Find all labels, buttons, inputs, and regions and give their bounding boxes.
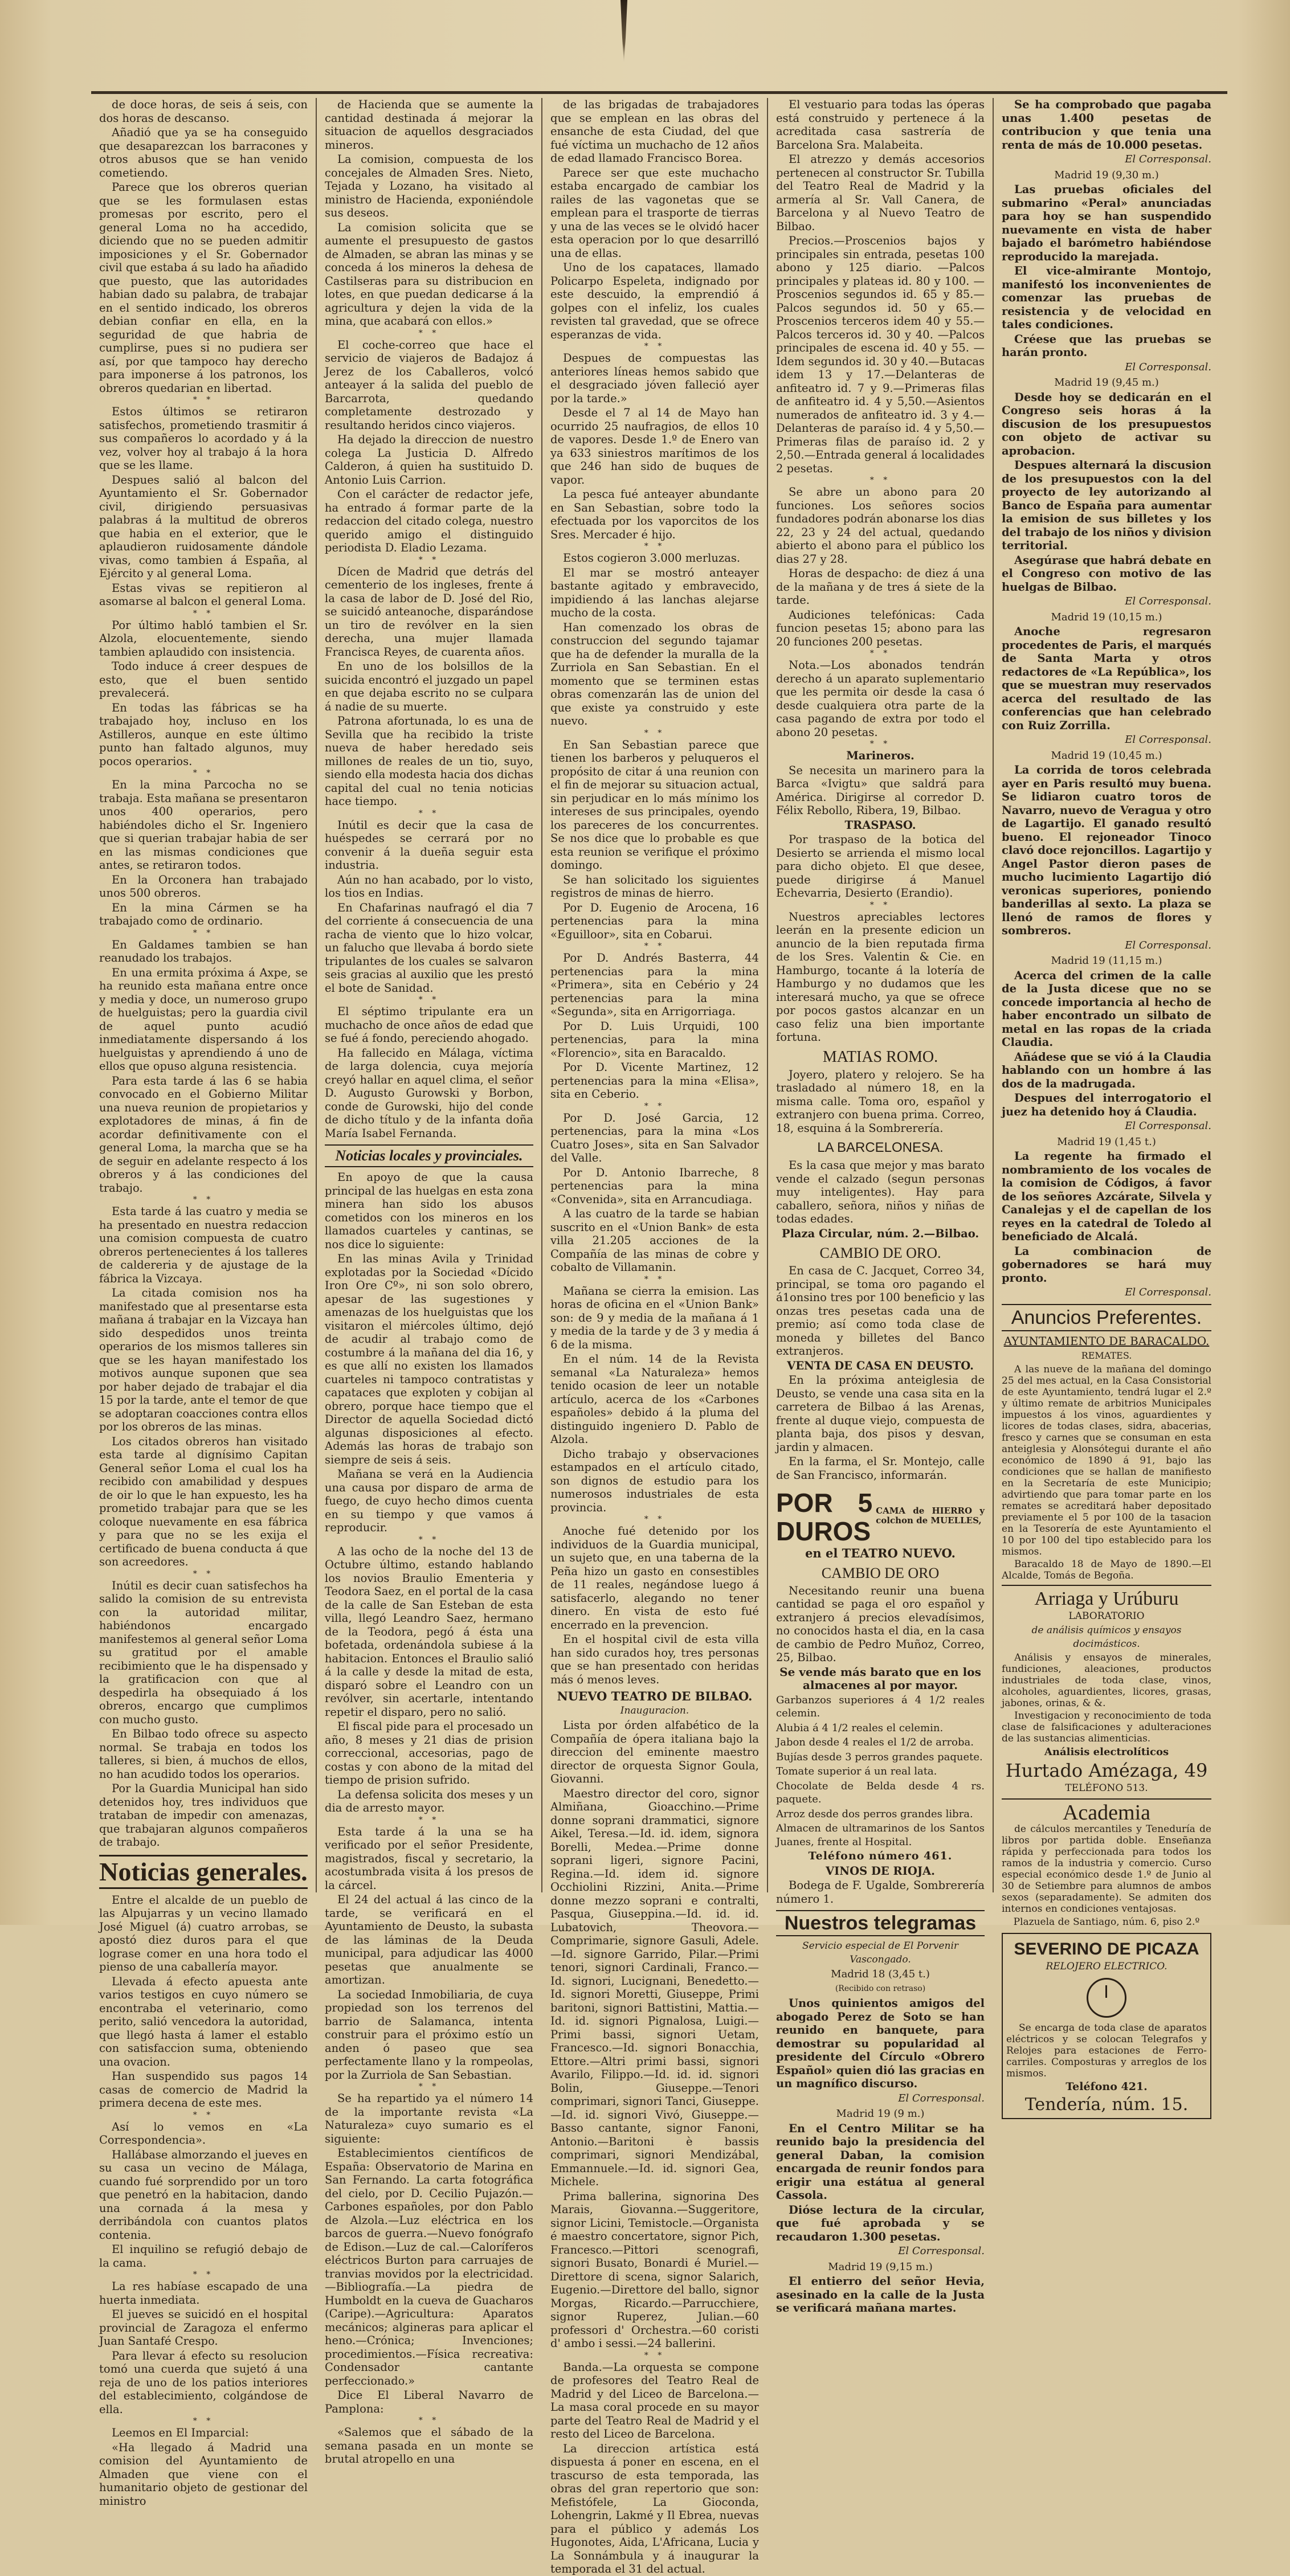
article-paragraph: Se abre un abono para 20 funciones. Los señores socios fundadores podrán abonarse los dias 22, 23 y 24 del actual, quedando abierto el abono para el público los dias 27 y 28. (776, 485, 985, 566)
article-paragraph: Establecimientos científicos de España: Observatorio de Marina en San Fernando. La carta fotográfica del cielo, por D. Cecilio Pujazón.—Carbones españoles, por don Pablo de Alzola.—Luz eléctrica en los barcos de guerra.—Nuevo fonógrafo de Edison.—Luz de cal.—Caloríferos eléctricos Burton para carruajes de tranvias movidos por la electricidad.—Bibliografía.—La piedra de Humboldt en la cueva de Guacharos (Caripe).—Agricultura: Aparatos mecánicos; algineras para aplicar el heno.—Crónica; Invenciones; procedimientos.—Física recreativa: Condensador cantante perfeccionado.» (325, 2146, 533, 2387)
article-paragraph: El mar se mostró anteayer bastante agitado y embravecido, impidiendo á las lanchas alejarse mucho de la costa. (550, 566, 759, 619)
ayuntamiento-sign: Baracaldo 18 de Mayo de 1890.—El Alcalde, Tomás de Begoña. (1002, 1558, 1211, 1581)
list-item: Alubia á 4 1/2 reales el celemin. (776, 1722, 944, 1734)
telegram-2-date: Madrid 19 (9 m.) (836, 2108, 925, 2120)
sig-4: El Corresponsal. (1125, 939, 1211, 951)
date-3: Madrid 19 (10,15 m.) (1051, 611, 1162, 623)
article-paragraph: de doce horas, de seis á seis, con dos horas de descanso. (99, 98, 308, 125)
article-paragraph: Audiciones telefónicas: Cada funcion pesetas 15; abono para las 20 funciones 200 pesetas. (776, 608, 985, 648)
article-paragraph: de las brigadas de trabajadores que se emplean en las obras del ensanche de esta Ciudad, del que fué víctima un muchacho de 12 años de edad llamado Francisco Borea. (550, 98, 759, 165)
article-paragraph: Despues de compuestas las anteriores líneas hemos sabido que el desgraciado jóven falleció ayer por la tarde.» (550, 351, 759, 405)
article-paragraph: Así lo vemos en «La Correspondencia». (99, 2120, 308, 2146)
por-5-duros-sub: en el TEATRO NUEVO. (805, 1546, 956, 1560)
article-paragraph: Parece que los obreros querian que se les formulasen estas promesas por escrito, pero el general Loma no ha accedido, diciendo que no se pueden admitir imposiciones y el Sr. Gobernador civil que estaba á su lado ha añadido que puesto, que las autoridades habian dado su palabra, de trabajar en el sentido indicado, los obreros debian confiar en ella, en la seguridad de que habria de cumplirse, pues si no pudiera ser así, por que tampoco hay derecho para imponerse á los patronos, los obreros quedarian en libertad. (99, 181, 308, 395)
vinos-rioja-text: Bodega de F. Ugalde, Sombrerería número 1. (776, 1879, 985, 1906)
por-5-duros-ad (776, 1485, 985, 1547)
ayuntamiento-text: A las nueve de la mañana del domingo 25 del mes actual, en la Casa Consistorial de este Ayuntamiento, tendrá lugar el 2.º y último remate de arbitrios Municipales impuestos á los vinos, aguardientes y licores de todas clases, sidra, abacerias, fresco y carnes que se consuman en esta anteiglesia y Alonsótegui durante el año económico de 1890 á 91, bajo las condiciones que se hallan de manifiesto en la Secretaría de este Municipio; advirtiendo que para tomar parte en los remates se acreditará haber depositado previamente el 5 por 100 de la tasacion en la Tesorería de este Ayuntamiento el 10 por 100 del tipo establecido para los mismos. (1002, 1363, 1211, 1557)
columns (91, 98, 1219, 2575)
article-paragraph: En la mina Parcocha no se trabaja. Esta mañana se presentaron unos 400 operarios, pero habiéndoles dicho el Sr. Ingeniero que si querian trabajar habia de ser en las mismas condiciones que antes, se retiraron todos. (99, 778, 308, 872)
article-paragraph: Por D. Antonio Ibarreche, 8 pertenencias para la mina «Convenida», sita en Arrancudiaga. (550, 1166, 759, 1206)
article-paragraph: Uno de los capataces, llamado Policarpo Espeleta, indignado por este descuido, la emprendió á golpes con el infeliz, los cuales revisten tal gravedad, que se ofrece esperanzas de vida. (550, 261, 759, 341)
pocket-watch-icon (1087, 1978, 1126, 2018)
date-6: Madrid 19 (1,45 t.) (1057, 1135, 1156, 1148)
column-1-paragraphs (99, 98, 308, 1849)
picaza-ad (1002, 1933, 1211, 2119)
column-5 (994, 98, 1219, 2115)
article-paragraph: Añadió que ya se ha conseguido que desaparezcan los barracones y otros abusos que se han venido cometiendo. (99, 126, 308, 179)
ayuntamiento-title: AYUNTAMIENTO DE BARACALDO. (1003, 1334, 1210, 1348)
telegram-5-2: Desde hoy se dedicarán en el Congreso seis horas á la discusion de los presupuestos con objeto de activar su aprobacion. (1002, 390, 1211, 457)
column-4: El vestuario para todas las óperas está construido y pertenece á la acreditada casa sastrería de Barcelona Sra. Malabeita. El atrezzo y demás accesorios pertenecen al constructor Sr. Tubilla del Teatro Real de Madrid y la armería al Sr. Vall Canera, de Barcelona y al Nuevo Teatro de Bilbao. Precios.—Proscenios bajos y principales sin entrada, pesetas 100 abono y 125 diario. —Palcos principales y plateas id. 80 y 100. —Proscenios segundos id. 65 y 85.—Palcos segundos id. 50 y 65.—Proscenios terceros idem 40 y 55.—Palcos terceros id. 30 y 40. —Palcos principales de escena id. 40 y 55. —Idem segundos id. 30 y 40.—Butacas idem 13 y 17.—Delanteras de anfiteatro id. 7 y 9.—Primeras filas de anfiteatro id. 4 y 5,50.—Asientos numerados de anfiteatro id. 3 y 4.—Delanteras de paraíso id. 4 y 5,50.—Primeras filas de paraíso id. 2 y 2,50.—Entrada general á localidades 2 pesetas. * * Se abre un abono para 20 funciones. Los señores socios fundadores podrán abonarse los dias 22, 23 y 24 del actual, quedando abierto el abono para el público los dias 27 y 28. Horas de despacho: de diez á una de la mañana y de tres á siete de la tarde. Audiciones telefónicas: Cada funcion pesetas 15; abono para las 20 funciones 200 pesetas. * * Nota.—Los abonados tendrán derecho á un aparato suplementario que les permita oir desde la casa ó desde cualquiera otra parte de la casa pagando de extra por todo el abono 20 pesetas. * * Marineros. Se necesita un marinero para la Barca «Ivigtu» que saldrá para América. Dirigirse al corredor D. Félix Rebollo, Ribera, 19, Bilbao. TRASPASO. Por traspaso de la botica del Desierto se arrienda el mismo local para dicho objeto. El que desee, puede dirigirse á Manuel Echevarria, Desierto (Erandio). * * Nuestros apreciables lectores leerán en la presente edicion un anuncio de la bien reputada firma de los Sres. Valentin & Cie. en Hamburgo, tocante á la lotería de Hamburgo y no dudamos que les interesará mucho, ya que se ofrece por pocos gastos alcanzar en un caso feliz una bien importante fortuna. MATIAS ROMO. Joyero, platero y relojero. Se ha trasladado al número 18, en la misma calle. Toma oro, español y extranjero con buena prima. Correo, 18, esquina á la Sombrerería. LA BARCELONESA. Es la casa que mejor y mas barato vende el calzado (segun personas muy inteligentes). Hay para caballero, señora, niños y niñas de todas edades. Plaza Circular, núm. 2.—Bilbao. CAMBIO DE ORO. En casa de C. Jacquet, Correo 34, principal, se toma oro pagando el á1onsino tres por 100 beneficio y las onzas tres pesetas cada una de premio; así como toda clase de moneda y billetes del Banco extranjeros. VENTA DE CASA EN DEUSTO. En la próxima anteiglesia de Deusto, se vende una casa sita en la carretera de Bilbao á las Arenas, frente al duque viejo, compuesta de planta baja, dos pisos y desvan, jardin y almacen. En la farma, el Sr. Montejo, calle de San Francisco, informarán. POR 5 DUROS CAMA de HIERRO y colchon de MUELLES, en el TEATRO NUEVO. CAMBIO DE ORO Necesitando reunir una buena cantidad se paga el oro español y extranjero á precios elevadísimos, no conocidos hasta el dia, en la casa de cambio de Pedro Muñoz, Correo, 25, Bilbao. Se vende más barato que en los almacenes al por mayor. Garbanzos superiores á 4 1/2 reales celemin. Alubia á 4 1/2 reales el celemin. Jabon desde 4 reales el 1/2 de arroba. Bujías desde 3 perros grandes paquete. Tomate superior á un real lata. Chocolate de Belda desde 4 rs. paquete. Arroz desde dos perros grandes libra. Almacen de ultramarinos de los Santos Juanes, frente al Hospital. Teléfono número 461. VINOS DE RIOJA. Bodega de F. Ugalde, Sombrerería número 1. Nuestros telegramas Servicio especial de El Porvenir Vascongado. Madrid 18 (3,45 t.) (Recibido con retraso) Unos quinientos amigos del abogado Perez de Soto se han reunido en banquete, para demostrar su popularidad al presidente del Círculo «Obrero Español» quien dió las gracias en un magnífico discurso. El Corresponsal. Madrid 19 (9 m.) En el Centro Militar se ha reunido bajo la presidencia del general Daban, la comision encargada de reunir fondos para erigir una estátua al general Cassola. Dióse lectura de la circular, que fué aprobada y se recaudaron 1.300 pesetas. El Corresponsal. Madrid 19 (9,15 m.) El entierro del señor Hevia, asesinado en la calle de la Justa se verificará mañana martes. (768, 98, 994, 1892)
venta-casa-text-2: En la farma, el Sr. Montejo, calle de San Francisco, informarán. (776, 1455, 985, 1482)
lectores-text: Nuestros apreciables lectores leerán en la presente edicion un anuncio de la bien reputada firma de los Sres. Valentin & Cie. en Hamburgo, tocante á la lotería de Hamburgo y no dudamos que les interesará mucho, ya que se ofrece por pocos gastos alcanzar en un caso feliz una bien importante fortuna. (776, 910, 985, 1044)
article-paragraph: Por D. Vicente Martinez, 12 pertenencias para la mina «Elisa», sita en Ceberio. (550, 1061, 759, 1101)
date-4: Madrid 19 (10,45 m.) (1051, 749, 1162, 762)
article-paragraph: Todo induce á creer despues de esto, que el buen sentido prevalecerá. (99, 660, 308, 700)
separator-stars: * * (418, 1535, 440, 1544)
separator-stars: * * (193, 608, 214, 618)
article-paragraph: La citada comision nos ha manifestado que al presentarse esta mañana á trabajar en la Vizcaya han sido despedidos unos treinta operarios de los mismos talleres sin que se les hayan manifestado los motivos aunque suponen que sea por haber dejado de trabajar el dia 15 por la tarde, ante el temor de que se adoptaran coacciones contra ellos por los obreros de las minas. (99, 1286, 308, 1433)
column-3-paragraphs (550, 98, 759, 1686)
separator-stars: * * (193, 1569, 214, 1579)
article-paragraph: La res habíase escapado de una huerta inmediata. (99, 2280, 308, 2307)
article-paragraph: En San Sebastian parece que tienen los barberos y peluqueros el propósito de citar á una reunion con el fin de mejorar su situacion actual, sin perjudicar en lo más mínimo los intereses de sus principales, oyendo los pareceres de los concurrentes. Se nos dice que lo probable es que esta reunion se verifique el próximo domingo. (550, 738, 759, 872)
article-paragraph: Mañana se verá en la Audiencia una causa por disparo de arma de fuego, de cuyo hecho dimos cuenta en su tiempo y que vamos á reproducir. (325, 1467, 533, 1534)
sig-2: El Corresponsal. (1125, 595, 1211, 607)
article-paragraph: Por D. Andrés Basterra, 44 pertenencias para la mina «Primera», sita en Cebério y 24 pertenencias para la mina «Segunda», sita en Arrigorriaga. (550, 951, 759, 1018)
cambio-oro-text-2: Necesitando reunir una buena cantidad se paga el oro español y extranjero á precios elevadísimos, no conocidos hasta el dia, en la casa de cambio de Pedro Muñoz, Correo, 25, Bilbao. (776, 1584, 985, 1664)
article-paragraph: Hallábase almorzando el jueves en su casa un vecino de Málaga, cuando fué sorprendido por un toro que penetró en la habitacion, dando una cornada á la mesa y derribándola con cuantos platos contenia. (99, 2148, 308, 2242)
cambio-oro-title-1: CAMBIO DE ORO. (819, 1245, 941, 1261)
telegram-5-2c: Asegúrase que habrá debate en el Congreso con motivo de las huelgas de Bilbao. (1002, 553, 1211, 594)
article-paragraph: En todas las fábricas se ha trabajado hoy, incluso en los Astilleros, aunque en este último punto han faltado algunos, muy pocos operarios. (99, 701, 308, 768)
column-1-paragraphs-2 (99, 1894, 308, 2508)
article-paragraph: Precios.—Proscenios bajos y principales sin entrada, pesetas 100 abono y 125 diario. —Palcos principales y plateas id. 80 y 100. —Proscenios segundos id. 65 y 85.—Palcos segundos id. 50 y 65.—Proscenios terceros idem 40 y 55.—Palcos terceros id. 30 y 40. —Palcos principales de escena id. 40 y 55. —Idem segundos id. 30 y 40.—Butacas idem 13 y 17.—Delanteras de anfiteatro id. 7 y 9.—Primeras filas de anfiteatro id. 4 y 5,50.—Asientos numerados de anfiteatro id. 3 y 4.—Delanteras de paraíso id. 4 y 5,50.—Primeras filas de paraíso id. 2 y 2,50.—Entrada general á localidades 2 pesetas. (776, 234, 985, 475)
picaza-telefono: Teléfono 421. (1066, 2080, 1148, 2093)
cambio-oro-title-2: CAMBIO DE ORO (821, 1564, 940, 1581)
separator-stars: * * (193, 395, 214, 404)
article-paragraph: Anoche fué detenido por los individuos de la Guardia municipal, un sujeto que, en una taberna de la Peña hizo un gasto en consestibles de 11 reales, negándose luego á satisfacerlo, alegando no tener dinero. En vista de esto fué encerrado en la prevencion. (550, 1524, 759, 1632)
date-2: Madrid 19 (9,45 m.) (1054, 377, 1159, 389)
article-paragraph: En las minas Avila y Trinidad explotadas por la Sociedad «Dícido Iron Ore Cº», ni son solo obrero, apesar de las sugestiones y amenazas de los huelguistas que los visitaron el miércoles último, dejó de acudir al trabajo como de costumbre á la mañana del dia 16, y es que allí no existen los llamados cuarteles ni tampoco contratistas y capataces que exploten y cobijan al obrero, porque hace tiempo que el Director de aquella Sociedad dictó algunas disposiciones al efecto. Además las horas de trabajo son siempre de seis á seis. (325, 1252, 533, 1466)
date-5: Madrid 19 (11,15 m.) (1051, 955, 1162, 967)
telegram-1-note: (Recibido con retraso) (835, 1984, 926, 1993)
barcelonesa-address: Plaza Circular, núm. 2.—Bilbao. (781, 1226, 979, 1240)
telegram-5-1b: El vice-almirante Montojo, manifestó los inconvenientes de comenzar las pruebas de resistencia y de velocidad en tales condiciones. (1002, 264, 1211, 331)
column-1 (91, 98, 317, 2508)
article-paragraph: Por D. Luis Urquidi, 100 pertenencias, para la mina «Florencio», sita en Baracaldo. (550, 1019, 759, 1060)
picaza-address: Tendería, núm. 15. (1024, 2094, 1189, 2115)
article-paragraph: En el núm. 14 de la Revista semanal «La Naturaleza» hemos tenido ocasion de leer un notable artículo, acerca de los «Carbones españoles» debido á la pluma del distinguido ingeniero D. Pablo de Alzola. (550, 1352, 759, 1446)
academia-title: Academia (1062, 1801, 1151, 1825)
separator-stars: * * (644, 1274, 666, 1284)
article-paragraph: Para esta tarde á las 6 se habia convocado en el Gobierno Militar una nueva reunion de propietarios y explotadores de minas, á fin de acordar definitivamente con el general Loma, la marcha que se ha de seguir en adelante respecto á los obreros y á las condiciones del trabajo. (99, 1074, 308, 1195)
se-vende-items (776, 1694, 985, 1849)
laboratorio-address: Hurtado Amézaga, 49 (1005, 1759, 1208, 1781)
article-paragraph: La direccion artística está dispuesta á poner en escena, en el trascurso de esta temporada, las obras del gran repertorio que son: Mefistófele, La Gioconda, Lohengrin, Lakmé y Il Ebrea, nuevas para el público y además Los Hugonotes, Aida, L'Africana, Lucia y La Sonnámbula y á inaugurar la temporada el 31 del actual. (550, 2442, 759, 2575)
article-paragraph: Prima ballerina, signorina Des Marais, Giovanna.—Suggeritore, signor Licini, Temistocle.—Organista é maestro concertatore, signor Pich, Francesco.—Pittori scenografi, signori Busato, Bonardi é Muriel.—Direttore di scena, signor Salarich, Eugenio.—Direttore del ballo, signor Morgas, Ricardo.—Parrucchiere, signor Ruperez, Julian.—60 professori d' Orchestra.—60 coristi d' ambo i sessi.—24 ballerini. (550, 2189, 759, 2350)
telegram-5-2b: Despues alternará la discusion de los presupuestos con la del proyecto de ley autorizando al Banco de España para aumentar la emision de sus billetes y los del trabajo de los niños y division territorial. (1002, 459, 1211, 552)
article-paragraph: Mañana se cierra la emision. Las horas de oficina en el «Union Bank» son: de 9 y media de la mañana á 1 y media de la tarde y de 3 y media á 6 de la misma. (550, 1284, 759, 1351)
article-paragraph: Por D. José Garcia, 12 pertenencias, para la mina «Los Cuatro Joses», sita en San Salvador del Valle. (550, 1111, 759, 1164)
marineros-text: Se necesita un marinero para la Barca «Ivigtu» que saldrá para América. Dirigirse al corredor D. Félix Rebollo, Ribera, 19, Bilbao. (776, 763, 985, 817)
nuestros-telegramas-title: Nuestros telegramas (776, 1910, 985, 1936)
separator-stars: * * (869, 649, 891, 658)
heading-noticias-locales: Noticias locales y provinciales. (325, 1144, 533, 1167)
article-paragraph: En una ermita próxima á Axpe, se ha reunido esta mañana entre once y media y doce, un numeroso grupo de huelguistas; pero la guardia civil de aquel punto acudió inmediatamente dispersando á los huelguistas y aprendiendo á uno de ellos que opuso alguna resistencia. (99, 966, 308, 1073)
article-paragraph: Estos últimos se retiraron satisfechos, prometiendo trasmitir á sus compañeros lo acordado y á la vez, volver hoy al trabajo á la hora que se les llame. (99, 405, 308, 472)
separator-stars: * * (644, 1515, 666, 1524)
picaza-title: SEVERINO DE PICAZA (1014, 1939, 1199, 1958)
article-paragraph: Entre el alcalde de un pueblo de las Alpujarras y un vecino llamado José Miguel (á) cuatro arrobas, se apostó diez duros para el que lograse comer en una hora todo el pienso de una caballería mayor. (99, 1893, 308, 1973)
separator-stars: * * (644, 728, 666, 738)
article-paragraph: Han comenzado los obras de construccion del segundo tajamar que ha de defender la muralla de la Zurriola en San Sebastian. En el momento que se terminen estas obras comenzarán las de union del que existe ya construido y este nuevo. (550, 620, 759, 727)
article-paragraph: Con el carácter de redactor jefe, ha entrado á formar parte de la redaccion del citado colega, nuestro querido amigo el distinguido periodista D. Eladio Lezama. (325, 488, 533, 554)
list-item: Garbanzos superiores á 4 1/2 reales celemin. (776, 1694, 985, 1719)
separator-stars: * * (418, 2416, 440, 2425)
laboratorio-title: LABORATORIO (1068, 1610, 1145, 1622)
telegram-1-signature: El Corresponsal. (898, 2092, 985, 2104)
article-paragraph: «Salemos que el sábado de la semana pasada en un monte se brutal atropello en una (325, 2426, 533, 2465)
telegram-3-date: Madrid 19 (9,15 m.) (828, 2260, 933, 2273)
article-paragraph: Dícen de Madrid que detrás del cementerio de los ingleses, frente á la casa de labor de D. José del Rio, se suicidó anteanoche, disparándose un tiro de revólver en la sien derecha, una mujer llamada Francisca Reyes, de cuarenta años. (325, 565, 533, 659)
academia-text: de cálculos mercantiles y Teneduría de libros por partida doble. Enseñanza rápida y perfeccionada para todos los ramos de la industria y comercio. Curso especial económico desde 1.º de Junio al 30 de Setiembre para alumnos de ambos sexos (separadamente). Se admiten dos internos en condiciones ventajosas. (1002, 1823, 1211, 1915)
article-paragraph: Dice El Liberal Navarro de Pamplona: (325, 2389, 533, 2415)
laboratorio-electroliticos: Análisis electrolíticos (1044, 1746, 1169, 1758)
separator-stars: * * (644, 1101, 666, 1111)
sig-3: El Corresponsal. (1125, 734, 1211, 746)
laboratorio-text-2: Investigacion y reconocimiento de toda clase de falsificaciones y adulteraciones de las sustancias alimenticias. (1002, 1710, 1211, 1744)
article-paragraph: El inquilino se refugió debajo de la cama. (99, 2243, 308, 2270)
telegram-1-date: Madrid 18 (3,45 t.) (831, 1968, 930, 1980)
article-paragraph: El séptimo tripulante era un muchacho de once años de edad que se fué á fondo, pereciendo ahogado. (325, 1005, 533, 1045)
article-paragraph: Para llevar á efecto su resolucion tomó una cuerda que sujetó á una reja de uno de los patios interiores del establecimiento, colgándose de ella. (99, 2349, 308, 2416)
por-5-duros-detail: CAMA de HIERRO y colchon de MUELLES, (876, 1506, 985, 1526)
matias-romo-text: Joyero, platero y relojero. Se ha trasladado al número 18, en la misma calle. Toma oro, español y extranjero con buena prima. Correo, 18, esquina á la Sombrerería. (776, 1068, 985, 1135)
list-item: Arroz desde dos perros grandes libra. (776, 1808, 973, 1820)
telegram-2-signature: El Corresponsal. (898, 2245, 985, 2257)
date-1: Madrid 19 (9,30 m.) (1054, 169, 1159, 181)
article-paragraph: Ha dejado la direccion de nuestro colega La Justicia D. Alfredo Calderon, á quien ha sustituido D. Antonio Luis Carrion. (325, 433, 533, 486)
column-3-paragraphs-2 (550, 1719, 759, 2576)
traspaso-title: TRASPASO. (844, 818, 916, 832)
telegram-5-6: La regente ha firmado el nombramiento de los vocales de la comision de Códigos, á favor de los señores Azcárate, Silvela y Canalejas y el de capellan de los reyes en la catedral de Toledo al beneficiado de Alcalá. (1002, 1150, 1211, 1243)
subheading-inauguracion: Inauguracion. (620, 1704, 689, 1716)
sig-5: El Corresponsal. (1125, 1120, 1211, 1132)
laboratorio-text: Análisis y ensayos de minerales, fundiciones, aleaciones, productos industriales de toda clase, vinos, alcoholes, aguardientes, licores, grasas, jabones, orinas, & &. (1002, 1652, 1211, 1709)
laboratorio-sub: de análisis químicos y ensayos docimásticos. (1031, 1625, 1182, 1650)
heading-noticias-generales: Noticias generales. (99, 1855, 308, 1889)
article-paragraph: La pesca fué anteayer abundante en San Sebastian, sobre todo la efectuada por los vaporcitos de los Sres. Mercader é hijo. (550, 488, 759, 541)
article-paragraph: «Ha llegado á Madrid una comision del Ayuntamiento de Almaden que viene con el humanitario objeto de gestionar del ministro (99, 2440, 308, 2508)
column-2-paragraphs (325, 98, 533, 1140)
article-paragraph: A las ocho de la noche del 13 de Octubre último, estando hablando los novios Braulio Ementeria y Teodora Saez, en el portal de la casa de la calle de San Esteban de esta villa, llegó Leandro Saez, hermano de la Teodora, pegó á ésta una bofetada, ordenándola subiese á la habitacion. Entonces el Braulio salió á la calle y desde la mitad de esta, disparó sobre el Leandro con un revólver, sin acertarle, intentando repetir el disparo, pero no salió. (325, 1544, 533, 1719)
telegram-1-text: Unos quinientos amigos del abogado Perez de Soto se han reunido en banquete, para demostrar su popularidad al presidente del Círculo «Obrero Español» quien dió las gracias en un magnífico discurso. (776, 1997, 985, 2090)
column-2 (317, 98, 542, 2465)
traspaso-text: Por traspaso de la botica del Desierto se arrienda el mismo local para dicho objeto. El que desee, puede dirigirse á Manuel Echevarria, Desierto (Erandio). (776, 833, 985, 899)
separator-stars: * * (193, 2270, 214, 2279)
separator-stars: * * (418, 328, 440, 338)
picaza-sub: RELOJERO ELECTRICO. (1046, 1960, 1167, 1972)
article-paragraph: El fiscal pide para el procesado un año, 8 meses y 21 dias de prision correccional, accesorias, pago de costas y con abono de la mitad del tiempo de prision sufrido. (325, 1720, 533, 1786)
article-paragraph: En uno de los bolsillos de la suicida encontró el juzgado un papel en que dejaba escrito no se culpara á nadie de su muerte. (325, 660, 533, 713)
article-paragraph: Despues salió al balcon del Ayuntamiento el Sr. Gobernador civil, dirigiendo persuasivas palabras á la multitud de obreros que habia en el exterior, que le aplaudieron ruidosamente dándole vivas, como tambien á España, al Ejército y al general Loma. (99, 473, 308, 580)
article-paragraph: En la mina Cármen se ha trabajado como de ordinario. (99, 901, 308, 927)
article-paragraph: En apoyo de que la causa principal de las huelgas en esta zona minera han sido los abusos cometidos con los mineros en los llamados cuarteles y cantinas, se nos dice lo siguiente: (325, 1171, 533, 1251)
list-item: Almacen de ultramarinos de los Santos Juanes, frente al Hospital. (776, 1822, 985, 1848)
article-paragraph: Parece ser que este muchacho estaba encargado de cambiar los railes de las vagonetas que se emplean para el trasporte de tierras y una de las veces se le olvidó hacer esta operacion por lo que desarrilló una de ellas. (550, 166, 759, 260)
separator-stars: * * (644, 942, 666, 951)
separator-stars: * * (193, 1195, 214, 1204)
separator-stars: * * (644, 542, 666, 551)
article-paragraph: Dicho trabajo y observaciones estampados en el artículo citado, son dignos de estudio para los numerosos industriales de esta provincia. (550, 1447, 759, 1514)
article-paragraph: El 24 del actual á las cinco de la tarde, se verificará en el Ayuntamiento de Deusto, la subasta de las láminas de la Deuda municipal, para adjudicar las 4000 pesetas que anualmente se amortizan. (325, 1893, 533, 1986)
article-paragraph: Horas de despacho: de diez á una de la mañana y de tres á siete de la tarde. (776, 567, 985, 607)
telegram-5-5b: Añádese que se vió á la Claudia hablando con un hombre á las dos de la madrugada. (1002, 1050, 1211, 1090)
article-paragraph: Ha fallecido en Málaga, víctima de larga dolencia, cuya mejoría creyó hallar en aquel clima, el señor D. Augusto Gurowski y Borbon, conde de Gurowski, hijo del conde de dicho título y de la infanta doña María Isabel Fernanda. (325, 1046, 533, 1140)
cambio-oro-text-1: En casa de C. Jacquet, Correo 34, principal, se toma oro pagando el á1onsino tres por 100 beneficio y las onzas tres pesetas cada una de premio; así como toda clase de moneda y billetes del Banco extranjeros. (776, 1264, 985, 1357)
list-item: Tomate superior á un real lata. (776, 1765, 937, 1777)
separator-stars: * * (644, 2350, 666, 2360)
telegram-5-4: La corrida de toros celebrada ayer en Paris resultó muy buena. Se lidiaron cuatro toros de Navarro, nuevo de Veragua y otro de Lagartijo. El ganado resultó bueno. El rejoneador Tinoco clavó doce rejoncillos. Lagartijo y Angel Pastor dieron pases de mucho lucimiento Lagartijo dió veronicas superiores, poniendo banderillas al sexto. La plaza se llenó de ramos de flores y sombreros. (1002, 763, 1211, 937)
list-item: Chocolate de Belda desde 4 rs. paquete. (776, 1780, 985, 1805)
article-paragraph: Estas vivas se repitieron al asomarse al balcon el general Loma. (99, 581, 308, 608)
article-paragraph: Llevada á efecto apuesta ante varios testigos en cuyo número se encontraba el veterinario, como perito, salió vencedora la autoridad, que llegó hasta á lamer el establo con satisfaccion suma, obteniendo una ovacion. (99, 1974, 308, 2068)
telegram-5-5: Acerca del crimen de la calle de la Justa dicese que no se concede importancia al hecho de haber encontrado un silbato de metal en las ropas de la criada Claudia. (1002, 968, 1211, 1049)
article-paragraph: Desde el 7 al 14 de Mayo han ocurrido 25 naufragios, de ellos 10 de vapores. Desde 1.º de Enero van ya 633 siniestros marítimos de los que 246 han sido de buques de vapor. (550, 406, 759, 486)
article-paragraph: Maestro director del coro, signor Almiñana, Gioacchino.—Prime donne soprani drammatici, signore Aikel, Teresa.—Id. id. idem, signora Borelli, Medea.—Prime donne soprani ligeri, signore Pacini, Regina.—Id. idem id. signore Occhiolini Rizzini, Anita.—Prime donne mezzo soprani e contralti, Pasqua, Giuseppina.—Id. id. id. Lubatovich, Theovora.—Comprimarie, signore Gasuli, Adele.—Id. signore Garrido, Pilar.—Primi tenori, signori Cardinali, Franco.—Id. signori, Lucignani, Benedetto.—Id. signori Moretti, Giuseppe, Primi baritoni, signori Battistini, Mattia.—Id. id. signori Pignalosa, Luigi.—Primi bassi, signori Uetam, Francesco.—Id. signori Bonacchia, Ettore.—Altri primi bassi, signori Avarilo, Filippo.—Id. id. id. signori Bolin, Giuseppe.—Tenori comprimari, signori Tanci, Giuseppe.—Id. id. signori Vivó, Giuseppe.—Basso cantante, signor Fanoni, Antonio.—Baritoni è bassis comprimari, signori Mendizábal, Emmannuele.—Id. id. signori Gea, Michele. (550, 1786, 759, 2188)
paper-tear (615, 0, 632, 63)
marineros-title: Marineros. (846, 749, 915, 762)
separator-stars: * * (869, 476, 891, 485)
sig-6: El Corresponsal. (1125, 1286, 1211, 1298)
article-paragraph: A las cuatro de la tarde se habian suscrito en el «Union Bank» de esta villa 21.205 acciones de la Compañía de las minas de cobre y cobalto de Villamanin. (550, 1207, 759, 1274)
article-paragraph: La defensa solicita dos meses y un dia de arresto mayor. (325, 1788, 533, 1814)
article-paragraph: Se ha repartido ya el número 14 de la importante revista «La Naturaleza» cuyo sumario es el siguiente: (325, 2092, 533, 2145)
article-paragraph: Banda.—La orquesta se compone de profesores del Teatro Real de Madrid y del Liceo de Barcelona.—La masa coral procede en su mayor parte del Teatro Real de Madrid y el resto del Liceo de Barcelona. (550, 2360, 759, 2440)
article-paragraph: Inútil es decir cuan satisfechos ha salido la comision de su entrevista con la autoridad militar, habiéndonos encargado manifestemos al general señor Loma su gratitud por el amable recibimiento que le ha dispensado y la gratificacion con que al despedirla ha obsequiado á los obreros, encargo que cumplimos con mucho gusto. (99, 1579, 308, 1726)
sig-0: El Corresponsal. (1125, 153, 1211, 165)
matias-romo-title: MATIAS ROMO. (822, 1048, 938, 1066)
separator-stars: * * (418, 1815, 440, 1825)
article-paragraph: Leemos en El Imparcial: (112, 2426, 249, 2439)
article-paragraph: El jueves se suicidó en el hospital provincial de Zaragoza el enfermo Juan Santafé Crespo. (99, 2308, 308, 2348)
se-vende-title: Se vende más barato que en los almacenes al por mayor. (779, 1665, 981, 1692)
separator-stars: * * (418, 808, 440, 818)
article-paragraph: Lista por órden alfabético de la Compañía de ópera italiana bajo la direccion del eminente maestro director de orquesta Signor Goula, Giovanni. (550, 1719, 759, 1785)
column-2-paragraphs-2 (325, 1171, 533, 2466)
telegram-5-3: Anoche regresaron procedentes de Paris, el marqués de Santa Marta y otros redactores de «La República», los que se muestran muy reservados acerca del resultado de las conferencias que han celebrado con Ruiz Zorrilla. (1002, 625, 1211, 732)
separator-stars: * * (418, 2082, 440, 2091)
telegram-5-5c: Despues del interrogatorio el juez ha detenido hoy á Claudia. (1002, 1091, 1211, 1118)
separator-stars: * * (193, 768, 214, 778)
telegram-2-text-b: Dióse lectura de la circular, que fué aprobada y se recaudaron 1.300 pesetas. (776, 2203, 985, 2243)
article-paragraph: Por D. Eugenio de Arocena, 16 pertenencias para la mina «Eguilloor», sita en Cobarui. (550, 901, 759, 941)
article-paragraph: Nota.—Los abonados tendrán derecho á un aparato suplementario que les permita oir desde la casa ó desde cualquiera otra parte de la casa pagando de extra por todo el abono 20 pesetas. (776, 659, 985, 739)
separator-stars: * * (418, 555, 440, 565)
article-paragraph: Estos cogieron 3.000 merluzas. (563, 551, 741, 565)
por-5-duros-title: POR 5 DUROS (776, 1488, 873, 1546)
picaza-text: Se encarga de toda clase de aparatos eléctricos y se colocan Telegrafos y Relojes para estaciones de Ferro-carriles. Composturas y arreglos de los mismos. (1006, 2022, 1207, 2079)
article-paragraph: El atrezzo y demás accesorios pertenecen al constructor Sr. Tubilla del Teatro Real de Madrid y la armería al Sr. Vall Canera, de Barcelona y al Nuevo Teatro de Bilbao. (776, 153, 985, 233)
article-paragraph: El coche-correo que hace el servicio de viajeros de Badajoz á Jerez de los Caballeros, volcó anteayer á la salida del pueblo de Barcarrota, quedando completamente destrozado y resultando heridos cinco viajeros. (325, 338, 533, 432)
telegram-5-6b: La combinacion de gobernadores se hará muy pronto. (1002, 1244, 1211, 1285)
article-paragraph: En la Orconera han trabajado unos 500 obreros. (99, 873, 308, 899)
article-paragraph: Por la Guardia Municipal han sido detenidos hoy, tres individuos que trataban de impedir con amenazas, que trabajaran algunos compañeros de trabajo. (99, 1782, 308, 1849)
academia-address: Plazuela de Santiago, núm. 6, piso 2.º (1013, 1916, 1200, 1928)
telegram-2-text: En el Centro Militar se ha reunido bajo la presidencia del general Daban, la comision encargada de reunir fondos para erigir una estátua al general Cassola. (776, 2121, 985, 2202)
anuncios-preferentes-title: Anuncios Preferentes. (1002, 1304, 1211, 1331)
article-paragraph: En el hospital civil de esta villa han sido curados hoy, tres personas que se han presentado con heridas más ó menos leves. (550, 1633, 759, 1686)
separator-stars: * * (193, 2416, 214, 2426)
venta-casa-text: En la próxima anteiglesia de Deusto, se vende una casa sita en la carretera de Bilbao á las Arenas, frente al duque viejo, compuesta de planta baja, dos pisos y desvan, jardin y almacen. (776, 1373, 985, 1454)
telegramas-service: Servicio especial de El Porvenir Vascongado. (802, 1940, 959, 1965)
article-paragraph: Han suspendido sus pagos 14 casas de comercio de Madrid la primera decena de este mes. (99, 2070, 308, 2109)
article-paragraph: Esta tarde á la una se ha verificado por el señor Presidente, magistrados, fiscal y secretario, la acostumbrada visita á los presos de la cárcel. (325, 1825, 533, 1892)
barcelonesa-title: LA BARCELONESA. (817, 1140, 944, 1155)
separator-stars: * * (644, 342, 666, 351)
article-paragraph: El vestuario para todas las óperas está construido y pertenece á la acreditada casa sastrería de Barcelona Sra. Malabeita. (776, 98, 985, 152)
article-paragraph: Se han solicitado los siguientes registros de minas de hierro. (550, 873, 759, 899)
article-paragraph: La sociedad Inmobiliaria, de cuya propiedad son los terrenos del barrio de Salamanca, intenta construir para el próximo estío un anden ó paseo que sea perfectamente llano y la rompeolas, por la Zurriola de San Sebastian. (325, 1988, 533, 2082)
remates-title: REMATES. (1081, 1350, 1132, 1361)
article-paragraph: Inútil es decir que la casa de huéspedes se cerrará por no convenir á la dueña seguir esta industria. (325, 818, 533, 872)
article-paragraph: En Bilbao todo ofrece su aspecto normal. Se trabaja en todos los talleres, si bien, á muchos de ellos, no han acudido todos los operarios. (99, 1727, 308, 1781)
venta-casa-title: VENTA DE CASA EN DEUSTO. (787, 1359, 974, 1372)
list-item: Jabon desde 4 reales el 1/2 de arroba. (776, 1736, 974, 1748)
vinos-rioja-title: VINOS DE RIOJA. (826, 1864, 935, 1878)
list-item: Bujías desde 3 perros grandes paquete. (776, 1751, 983, 1763)
laboratorio-telefono: TELÉFONO 513. (1065, 1782, 1148, 1794)
article-paragraph: de Hacienda que se aumente la cantidad destinada á mejorar la situacion de aquellos desgraciados mineros. (325, 98, 533, 152)
article-paragraph: En Galdames tambien se han reanudado los trabajos. (99, 938, 308, 964)
separator-stars: * * (418, 995, 440, 1004)
column-3 (542, 98, 768, 2575)
article-paragraph: Esta tarde á las cuatro y media se ha presentado en nuestra redaccion una comision compuesta de cuatro obreros pertenecientes á los talleres de caldereria y de ajustage de la fábrica la Vizcaya. (99, 1205, 308, 1285)
article-paragraph: En Chafarinas naufragó el dia 7 del corriente á consecuencia de una racha de viento que lo hizo volcar, un falucho que llevaba á bordo siete tripulantes de los cuales se salvaron seis gracias al auxilio que les prestó el bote de Sanidad. (325, 901, 533, 995)
telegram-5-0: Se ha comprobado que pagaba unas 1.400 pesetas de contribucion y que tenia una renta de más de 10.000 pesetas. (1002, 98, 1211, 152)
heading-nuevo-teatro: NUEVO TEATRO DE BILBAO. (557, 1689, 753, 1703)
barcelonesa-text: Es la casa que mejor y mas barato vende el calzado (segun personas muy inteligentes). Hay para caballero, señora, niños y niñas de todas edades. (776, 1159, 985, 1225)
article-paragraph: La comision, compuesta de los concejales de Almaden Sres. Nieto, Tejada y Lozano, ha visitado al ministro de Hacienda, exponiéndole sus deseos. (325, 153, 533, 219)
separator-stars: * * (193, 2110, 214, 2120)
article-paragraph: La comision solicita que se aumente el presupuesto de gastos de Almaden, se abran las minas y se conceda á los mineros la dehesa de Castilseras para su distribucion en lotes, en que puedan dedicarse á la agricultura y dejen la vida de la mina, que acabará con ellos.» (325, 220, 533, 328)
article-paragraph: Los citados obreros han visitado esta tarde al dignísimo Capitan General señor Loma el cual los ha recibido con amabilidad y despues de oir lo que le han expuesto, les ha prometido trabajar para que se les coloque nuevamente en esa fábrica y para que no se les exija el certificado de buena conducta á que son acreedores. (99, 1434, 308, 1568)
top-rule (91, 91, 1227, 94)
telegram-3-text: El entierro del señor Hevia, asesinado en la calle de la Justa se verificará mañana martes. (776, 2275, 985, 2315)
arriaga-title: Arriaga y Urúburu (1034, 1588, 1179, 1609)
article-paragraph: Patrona afortunada, lo es una de Sevilla que ha recibido la triste nueva de haber heredado seis millones de reales de un tio, suyo, siendo ella modesta hacia dos dichas capital del cual no tenia noticias hace tiempo. (325, 714, 533, 808)
telegram-5-1c: Créese que las pruebas se harán pronto. (1002, 332, 1211, 359)
column-4-paragraphs (776, 98, 985, 739)
article-paragraph: Por último habló tambien el Sr. Alzola, elocuentemente, siendo tambien aplaudido con insistencia. (99, 618, 308, 659)
se-vende-telefono: Teléfono número 461. (808, 1850, 953, 1862)
telegram-5-1: Las pruebas oficiales del submarino «Peral» anunciadas para hoy se han suspendido nuevamente en vista de haber bajado el barómetro habiéndose reproducido la marejada. (1002, 183, 1211, 263)
article-paragraph: Aún no han acabado, por lo visto, los tios en Indias. (325, 873, 533, 899)
sig-1: El Corresponsal. (1125, 361, 1211, 373)
separator-stars: * * (193, 928, 214, 938)
